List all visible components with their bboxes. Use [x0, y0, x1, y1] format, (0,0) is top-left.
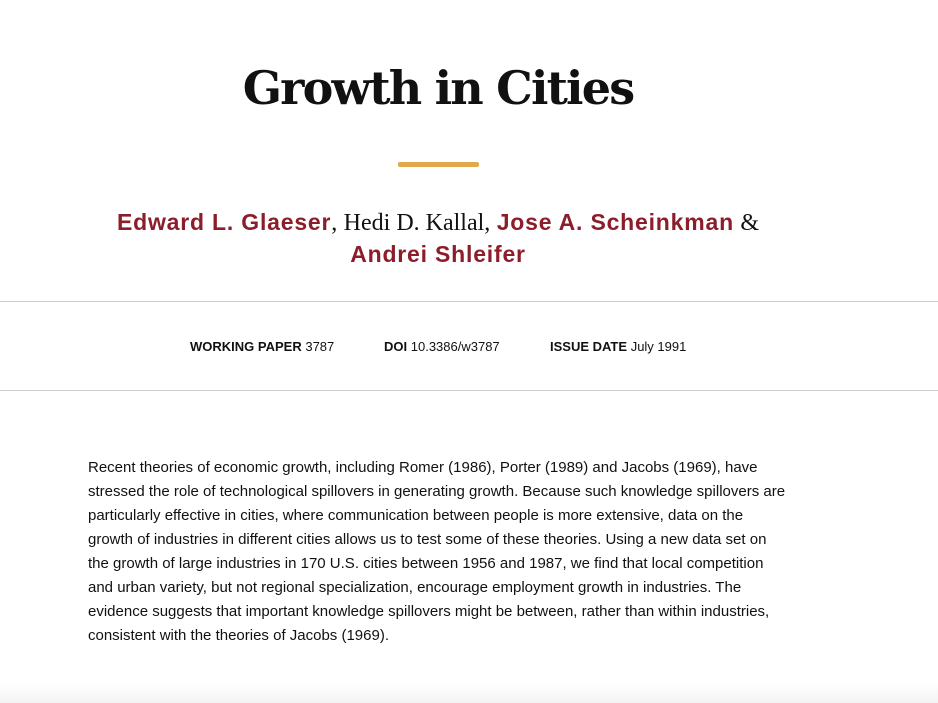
doi-value[interactable]: 10.3386/w3787	[410, 339, 500, 354]
doi-info	[384, 339, 500, 355]
author-link-scheinkman[interactable]: Jose A. Scheinkman	[496, 209, 734, 235]
working-paper-info	[190, 339, 334, 355]
abstract-text: Recent theories of economic growth, including Romer (1986), Porter (1989) and Jacobs (1969), have stressed the role of technological spillovers in generating growth. Because such knowledge spillovers are particularly effective in cities, where communication between people is more extensive, data on the growth of industries in different cities allows us to test some of these theories. Using a new data set on the growth of large industries in 170 U.S. cities between 1956 and 1987, we find that local competition and urban variety, but not regional specialization, encourage employment growth in industries. The evidence suggests that important knowledge spillovers might be between, rather than within industries, consistent with the theories of Jacobs (1969).	[88, 459, 786, 644]
author-list	[60, 207, 816, 270]
working-paper-number: 3787	[305, 339, 335, 354]
doi-label: DOI	[384, 339, 408, 354]
page-title: Growth in Cities	[242, 61, 634, 115]
working-paper-label: WORKING PAPER	[190, 339, 302, 354]
issue-date-value: July 1991	[630, 339, 687, 354]
divider-top	[0, 301, 938, 302]
title-accent-rule	[398, 162, 479, 167]
divider-bottom	[0, 390, 938, 391]
author-link-glaeser[interactable]: Edward L. Glaeser	[116, 209, 332, 235]
author-kallal: Hedi D. Kallal	[343, 210, 485, 236]
author-separator-comma: ,	[484, 210, 491, 236]
author-separator-ampersand: &	[740, 210, 759, 236]
author-link-shleifer[interactable]: Andrei Shleifer	[350, 241, 526, 267]
author-separator-comma: ,	[331, 210, 338, 236]
issue-date-label: ISSUE DATE	[550, 339, 628, 354]
bottom-fade	[0, 683, 938, 703]
issue-date-info	[550, 339, 686, 355]
